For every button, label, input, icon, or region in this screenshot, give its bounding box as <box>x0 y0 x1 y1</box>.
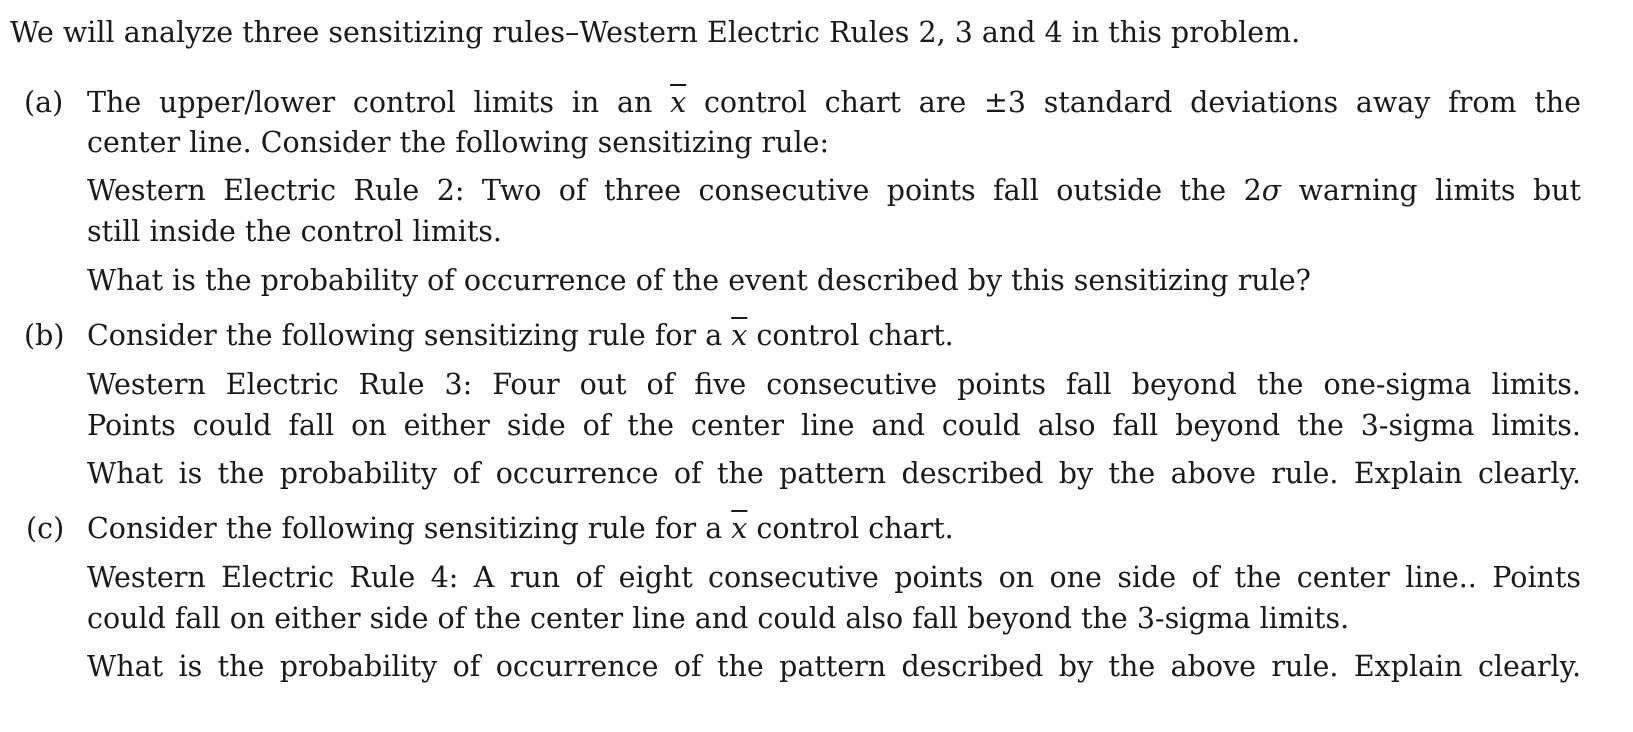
part-c-rule-line-1 <box>87 559 1581 597</box>
part-b-rule-line-2-text: Points could fall on either side of the center line and could also fall beyond the 3-sigma limits. <box>87 409 1581 442</box>
part-a-rule-line-2: still inside the control limits. <box>87 215 502 248</box>
part-b-line-1 <box>87 317 954 355</box>
part-a-line-2: center line. Consider the following sensitizing rule: <box>87 126 830 159</box>
part-b-rule-line-1 <box>87 366 1581 404</box>
xbar-symbol: $\overline{x}$ <box>731 512 748 545</box>
part-c-question <box>87 648 1581 686</box>
part-b-rule-line-1-text: Western Electric Rule 3: Four out of five consecutive points fall beyond the one-sigma limits. <box>87 368 1581 401</box>
xbar-symbol: $\overline{x}$ <box>670 86 687 119</box>
part-b-line-1-pre: Consider the following sensitizing rule for a <box>87 319 732 352</box>
part-b-line-1-post: control chart. <box>747 319 954 352</box>
part-c-line-1 <box>87 510 954 548</box>
part-c-line-1-pre: Consider the following sensitizing rule for a <box>87 512 732 545</box>
part-b-label: (b) <box>24 319 65 352</box>
part-a-rule-post: warning limits but <box>1281 174 1582 207</box>
part-c-question-text: What is the probability of occurrence of the pattern described by the above rule. Explain clearly. <box>87 650 1581 683</box>
intro-text: We will analyze three sensitizing rules–Western Electric Rules 2, 3 and 4 in this problem. <box>10 16 1301 49</box>
part-c-rule-line-2: could fall on either side of the center line and could also fall beyond the 3-sigma limits. <box>87 602 1350 635</box>
part-a-line-1-pre: The upper/lower control limits in an <box>87 86 671 119</box>
part-c-label: (c) <box>26 512 65 545</box>
part-a-label: (a) <box>24 86 64 119</box>
xbar-symbol: $\overline{x}$ <box>731 319 748 352</box>
part-c-line-1-post: control chart. <box>747 512 954 545</box>
part-a-question: What is the probability of occurrence of the event described by this sensitizing rule? <box>87 264 1311 297</box>
part-b-question-text: What is the probability of occurrence of the pattern described by the above rule. Explain clearly. <box>87 457 1581 490</box>
part-a-rule-line-1-text <box>87 172 1581 210</box>
sigma-symbol: σ <box>1261 174 1282 207</box>
part-b-question <box>87 455 1581 493</box>
part-b-rule-line-2 <box>87 407 1581 445</box>
part-a-line-1-post: control chart are ±3 standard deviations away from the <box>686 86 1581 119</box>
part-a-rule-pre: Western Electric Rule 2: Two of three consecutive points fall outside the 2 <box>87 174 1262 207</box>
part-a-line-1 <box>87 84 1581 122</box>
part-a-rule-line-1 <box>87 172 1581 210</box>
part-c-rule-line-1-text: Western Electric Rule 4: A run of eight consecutive points on one side of the center line.. Points <box>87 561 1581 594</box>
part-a-line-1-text <box>87 84 1581 122</box>
